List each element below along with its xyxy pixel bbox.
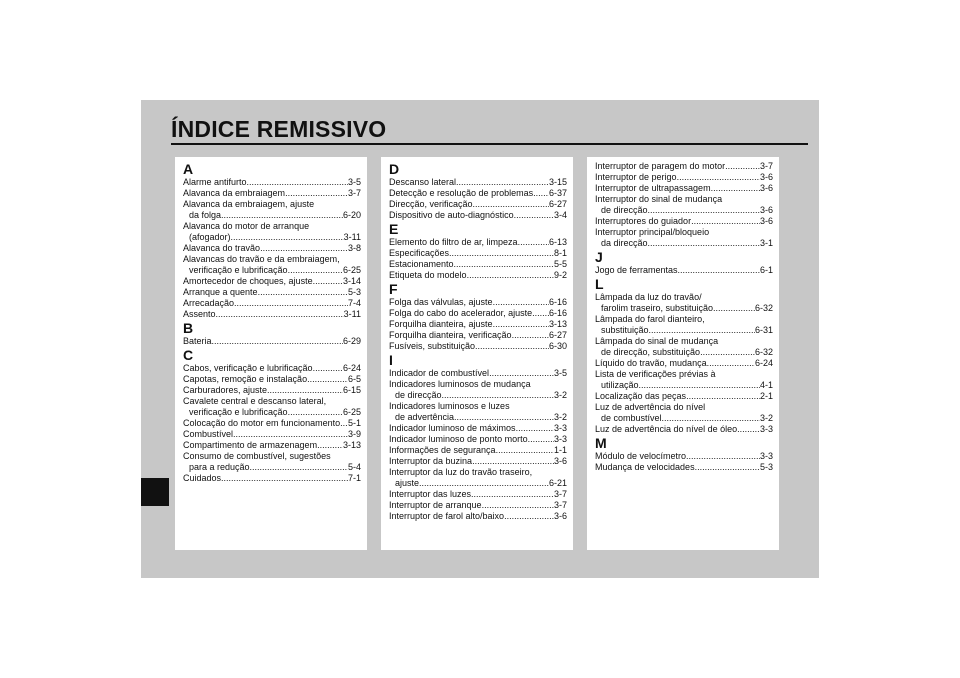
index-entry-heading: Alavanca da embraiagem, ajuste [183, 199, 315, 209]
entry-text: Especificações [389, 248, 450, 258]
page-reference: 6-5 [347, 374, 361, 384]
page-reference: 3-3 [553, 423, 567, 433]
index-entry [595, 216, 773, 227]
index-entry [183, 188, 361, 199]
index-entry [595, 347, 773, 358]
entry-text: substituição [601, 325, 649, 335]
index-entry-heading: Lâmpada do farol dianteiro, [595, 314, 705, 324]
entry-text: Interruptores do guiador [595, 216, 692, 226]
page-reference: 6-37 [548, 188, 567, 198]
dot-leader [442, 390, 554, 401]
dot-leader [247, 177, 348, 188]
page-reference: 3-3 [553, 434, 567, 444]
index-entry [183, 336, 361, 347]
index-entry-heading: Consumo de combustível, sugestões [183, 451, 331, 461]
entry-text: verificação e lubrificação [189, 265, 288, 275]
page-reference: 3-6 [759, 183, 773, 193]
index-entry [183, 309, 361, 320]
index-entry [595, 183, 773, 194]
page-reference: 6-15 [342, 385, 361, 395]
dot-leader [472, 456, 554, 467]
dot-leader [456, 177, 549, 188]
entry-text: Folga das válvulas, ajuste [389, 297, 493, 307]
dot-leader [288, 265, 343, 276]
entry-text: de direcção, substituição [601, 347, 701, 357]
dot-leader [518, 237, 549, 248]
dot-leader [700, 347, 755, 358]
page-title: ÍNDICE REMISSIVO [171, 116, 387, 142]
index-entry [183, 418, 361, 429]
chapter-tab [141, 478, 169, 506]
dot-leader [250, 462, 348, 473]
dot-leader [691, 216, 760, 227]
entry-text: Interruptor de perigo [595, 172, 677, 182]
index-entry [389, 445, 567, 456]
index-entry [389, 248, 567, 259]
page-reference: 6-25 [342, 265, 361, 275]
page-reference: 8-1 [553, 248, 567, 258]
index-entry [389, 478, 567, 489]
page-reference: 6-16 [548, 308, 567, 318]
entry-text: utilização [601, 380, 639, 390]
page-reference: 3-9 [347, 429, 361, 439]
page-reference: 6-27 [548, 199, 567, 209]
dot-leader [512, 330, 549, 341]
entry-text: Informações de segurança [389, 445, 496, 455]
page-reference: 6-16 [548, 297, 567, 307]
dot-leader [212, 336, 343, 347]
index-entry [389, 500, 567, 511]
page-reference: 3-6 [553, 456, 567, 466]
index-entry [183, 385, 361, 396]
page-reference: 9-2 [553, 270, 567, 280]
dot-leader [307, 374, 348, 385]
page-reference: 6-32 [754, 303, 773, 313]
entry-text: Amortecedor de choques, ajuste [183, 276, 313, 286]
entry-text: Interruptor de paragem do motor [595, 161, 726, 171]
index-entry [389, 177, 567, 188]
dot-leader [648, 205, 760, 216]
entry-text: de advertência [395, 412, 455, 422]
dot-leader [516, 423, 554, 434]
entry-text: Líquido do travão, mudança [595, 358, 707, 368]
page-reference: 4-1 [759, 380, 773, 390]
index-column-1 [175, 157, 367, 550]
index-entry-heading: Alavanca do motor de arranque [183, 221, 310, 231]
entry-text: verificação e lubrificação [189, 407, 288, 417]
entry-text: para a redução [189, 462, 250, 472]
dot-leader [454, 259, 554, 270]
index-entry [183, 287, 361, 298]
dot-leader [489, 368, 554, 379]
index-entry [389, 511, 567, 522]
index-entry [389, 297, 567, 308]
page-reference: 3-11 [343, 232, 361, 242]
index-entry-heading: Interruptor principal/bloqueio [595, 227, 710, 237]
dot-leader [473, 199, 549, 210]
dot-leader [532, 308, 549, 319]
page-reference: 3-1 [759, 238, 773, 248]
entry-text: Compartimento de armazenagem [183, 440, 318, 450]
entry-text: Indicador luminoso de máximos [389, 423, 516, 433]
page-reference: 5-5 [553, 259, 567, 269]
entry-text: Elemento do filtro de ar, limpeza [389, 237, 518, 247]
index-entry [389, 188, 567, 199]
page-reference: 6-25 [342, 407, 361, 417]
index-entry [595, 303, 773, 314]
index-entry [389, 259, 567, 270]
page-reference: 6-27 [548, 330, 567, 340]
dot-leader [475, 341, 549, 352]
entry-text: Dispositivo de auto-diagnóstico [389, 210, 514, 220]
entry-text: Localização das peças [595, 391, 687, 401]
entry-text: Detecção e resolução de problemas [389, 188, 534, 198]
page-reference: 6-24 [342, 363, 361, 373]
index-entry [595, 205, 773, 216]
index-entry [183, 473, 361, 484]
dot-leader [504, 511, 554, 522]
dot-leader [725, 161, 760, 172]
index-entry [595, 391, 773, 402]
page-reference: 3-14 [342, 276, 361, 286]
index-entry [389, 434, 567, 445]
page-reference: 3-2 [759, 413, 773, 423]
dot-leader [313, 363, 343, 374]
entry-text: Alavanca da embraiagem [183, 188, 286, 198]
dot-leader [449, 248, 554, 259]
entry-text: Carburadores, ajuste [183, 385, 268, 395]
entry-text: Indicador luminoso de ponto morto [389, 434, 528, 444]
index-entry [183, 177, 361, 188]
entry-text: farolim traseiro, substituição [601, 303, 714, 313]
entry-text: Mudança de velocidades [595, 462, 695, 472]
page-reference: 3-11 [343, 309, 361, 319]
dot-leader [737, 424, 760, 435]
entry-text: Cabos, verificação e lubrificação [183, 363, 313, 373]
section-letter: A [183, 161, 194, 177]
section-letter: B [183, 320, 194, 336]
section-letter: C [183, 347, 194, 363]
page-reference: 3-2 [553, 390, 567, 400]
dot-leader [686, 391, 760, 402]
index-entry-heading: Lista de verificações prévias à [595, 369, 716, 379]
index-entry [183, 298, 361, 309]
page-reference: 3-6 [553, 511, 567, 521]
page-reference: 3-3 [759, 424, 773, 434]
dot-leader [639, 380, 760, 391]
index-entry [389, 368, 567, 379]
dot-leader [482, 500, 554, 511]
entry-text: Estacionamento [389, 259, 454, 269]
section-letter: F [389, 281, 398, 297]
dot-leader [471, 489, 554, 500]
entry-text: Indicador de combustível [389, 368, 490, 378]
page-reference: 3-15 [548, 177, 567, 187]
index-entry [389, 270, 567, 281]
index-entry [595, 238, 773, 249]
dot-leader [221, 473, 348, 484]
page-reference: 5-4 [347, 462, 361, 472]
index-entry [595, 413, 773, 424]
dot-leader [340, 418, 348, 429]
index-entry [389, 319, 567, 330]
page-reference: 3-7 [553, 489, 567, 499]
dot-leader [662, 413, 760, 424]
index-entry [389, 199, 567, 210]
index-entry [183, 232, 361, 243]
page-reference: 6-20 [342, 210, 361, 220]
index-entry [389, 210, 567, 221]
index-entry [595, 172, 773, 183]
dot-leader [496, 445, 554, 456]
index-entry [389, 341, 567, 352]
dot-leader [493, 319, 549, 330]
page-reference: 6-24 [754, 358, 773, 368]
page-reference: 6-13 [548, 237, 567, 247]
page-reference: 6-31 [754, 325, 773, 335]
entry-text: da direcção [601, 238, 648, 248]
dot-leader [231, 232, 344, 243]
dot-leader [678, 265, 760, 276]
index-entry-heading: Interruptor do sinal de mudança [595, 194, 723, 204]
dot-leader [707, 358, 755, 369]
dot-leader [234, 298, 348, 309]
dot-leader [216, 309, 344, 320]
entry-text: Alavanca do travão [183, 243, 261, 253]
section-letter: M [595, 435, 607, 451]
section-letter: I [389, 352, 393, 368]
index-entry [183, 363, 361, 374]
index-entry [183, 407, 361, 418]
entry-text: Jogo de ferramentas [595, 265, 678, 275]
index-entry [595, 451, 773, 462]
page-reference: 6-29 [342, 336, 361, 346]
entry-text: Alarme antifurto [183, 177, 247, 187]
entry-text: Bateria [183, 336, 212, 346]
dot-leader [648, 238, 760, 249]
entry-text: ajuste [395, 478, 420, 488]
page-reference: 3-8 [347, 243, 361, 253]
page-reference: 1-1 [553, 445, 567, 455]
entry-text: Capotas, remoção e instalação [183, 374, 308, 384]
index-entry [595, 161, 773, 172]
dot-leader [467, 270, 554, 281]
page-reference: 3-6 [759, 216, 773, 226]
index-entry [183, 210, 361, 221]
entry-text: de direcção [601, 205, 648, 215]
index-entry-heading: Alavancas do travão e da embraiagem, [183, 254, 340, 264]
dot-leader [649, 325, 755, 336]
dot-leader [313, 276, 343, 287]
index-entry-heading: Lâmpada do sinal de mudança [595, 336, 719, 346]
index-entry [389, 308, 567, 319]
entry-text: Colocação do motor em funcionamento [183, 418, 341, 428]
dot-leader [514, 210, 554, 221]
page-reference: 3-7 [553, 500, 567, 510]
section-letter: D [389, 161, 400, 177]
entry-text: Luz de advertência do nível de óleo [595, 424, 738, 434]
page-reference: 5-1 [347, 418, 361, 428]
page-reference: 3-5 [347, 177, 361, 187]
entry-text: Interruptor de farol alto/baixo [389, 511, 505, 521]
page-reference: 3-13 [548, 319, 567, 329]
index-entry-heading: Cavalete central e descanso lateral, [183, 396, 327, 406]
index-entry [389, 330, 567, 341]
dot-leader [288, 407, 343, 418]
page-reference: 2-1 [759, 391, 773, 401]
index-entry [389, 423, 567, 434]
entry-text: Forquilha dianteira, ajuste [389, 319, 493, 329]
dot-leader [711, 183, 760, 194]
index-entry-heading: Lâmpada da luz do travão/ [595, 292, 702, 302]
index-entry [595, 358, 773, 369]
title-rule [171, 143, 808, 145]
entry-text: da folga [189, 210, 222, 220]
dot-leader [233, 429, 348, 440]
entry-text: Arrecadação [183, 298, 235, 308]
entry-text: de combustível [601, 413, 662, 423]
index-column-3 [587, 157, 779, 550]
index-entry [183, 265, 361, 276]
dot-leader [713, 303, 755, 314]
entry-text: Combustível [183, 429, 234, 439]
index-entry [183, 440, 361, 451]
page-reference: 6-32 [754, 347, 773, 357]
page-reference: 6-1 [759, 265, 773, 275]
index-entry [183, 243, 361, 254]
dot-leader [285, 188, 348, 199]
index-entry-heading: Indicadores luminosos e luzes [389, 401, 510, 411]
entry-text: Descanso lateral [389, 177, 457, 187]
dot-leader [677, 172, 760, 183]
dot-leader [267, 385, 343, 396]
dot-leader [317, 440, 343, 451]
page-reference: 3-13 [342, 440, 361, 450]
entry-text: Fusíveis, substituição [389, 341, 476, 351]
page-reference: 3-5 [553, 368, 567, 378]
page-reference: 3-7 [759, 161, 773, 171]
dot-leader [454, 412, 554, 423]
page-reference: 3-6 [759, 172, 773, 182]
page-reference: 7-4 [347, 298, 361, 308]
dot-leader [533, 188, 549, 199]
entry-text: Interruptor das luzes [389, 489, 472, 499]
index-entry [389, 489, 567, 500]
index-entry [183, 429, 361, 440]
index-entry [389, 456, 567, 467]
index-entry [595, 265, 773, 276]
dot-leader [419, 478, 549, 489]
page-reference: 6-21 [548, 478, 567, 488]
dot-leader [260, 243, 348, 254]
entry-text: Interruptor de ultrapassagem [595, 183, 711, 193]
page-reference: 5-3 [347, 287, 361, 297]
index-entry-heading: Luz de advertência do nível [595, 402, 706, 412]
dot-leader [258, 287, 348, 298]
index-entry-heading: Interruptor da luz do travão traseiro, [389, 467, 533, 477]
index-entry [389, 390, 567, 401]
entry-text: Folga do cabo do acelerador, ajuste [389, 308, 533, 318]
entry-text: Interruptor da buzina [389, 456, 473, 466]
section-letter: J [595, 249, 603, 265]
page-reference: 3-2 [553, 412, 567, 422]
entry-text: Módulo de velocímetro [595, 451, 687, 461]
page-reference: 3-4 [553, 210, 567, 220]
entry-text: Etiqueta do modelo [389, 270, 467, 280]
index-entry [183, 374, 361, 385]
dot-leader [695, 462, 760, 473]
dot-leader [686, 451, 760, 462]
entry-text: Arranque a quente [183, 287, 258, 297]
page-reference: 3-6 [759, 205, 773, 215]
index-entry [595, 380, 773, 391]
dot-leader [528, 434, 554, 445]
entry-text: Cuidados [183, 473, 222, 483]
section-letter: E [389, 221, 399, 237]
index-entry [183, 462, 361, 473]
entry-text: Direcção, verificação [389, 199, 473, 209]
entry-text: Forquilha dianteira, verificação [389, 330, 512, 340]
dot-leader [221, 210, 343, 221]
index-column-2 [381, 157, 573, 550]
entry-text: de direcção [395, 390, 442, 400]
page-reference: 7-1 [347, 473, 361, 483]
page-reference: 3-3 [759, 451, 773, 461]
entry-text: Interruptor de arranque [389, 500, 482, 510]
page-reference: 6-30 [548, 341, 567, 351]
dot-leader [493, 297, 549, 308]
index-entry [389, 237, 567, 248]
index-entry [595, 462, 773, 473]
page-reference: 5-3 [759, 462, 773, 472]
index-entry [595, 424, 773, 435]
index-entry-heading: Indicadores luminosos de mudança [389, 379, 531, 389]
index-entry [595, 325, 773, 336]
entry-text: Assento [183, 309, 216, 319]
index-entry [389, 412, 567, 423]
entry-text: (afogador) [189, 232, 231, 242]
index-entry [183, 276, 361, 287]
section-letter: L [595, 276, 604, 292]
page-reference: 3-7 [347, 188, 361, 198]
